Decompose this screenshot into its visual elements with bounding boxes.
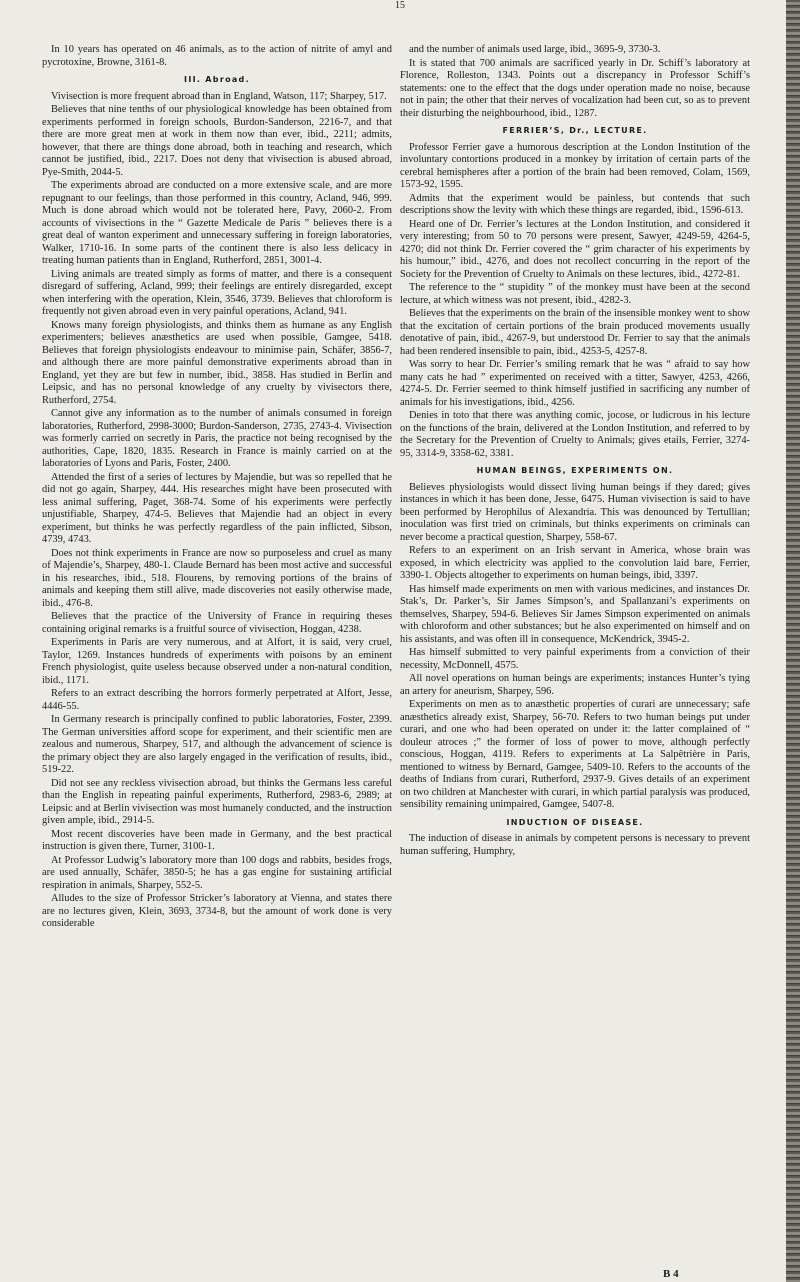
paragraph: Professor Ferrier gave a humorous description at the London Institution of the involuntary contortions produced in a monkey by irritation of certain parts of the cerebral hemispheres after a portion of the brain had been removed, Colam, 1569, 1573-92, 1595. [400,141,750,190]
paragraph: Has himself submitted to very painful experiments from a conviction of their necessity, McDonnell, 4575. [400,647,750,671]
paragraph: Admits that the experiment would be painless, but contends that such descriptions show the levity with which these things are regarded, ibid., 1596-613. [400,192,750,216]
paragraph: Experiments in Paris are very numerous, and at Alfort, it is said, very cruel, Taylor, 1269. Instances hundreds of experiments with poisons by an eminent French physiologist, quite useless because observed under a non-natural condition, ibid., 1171. [42,637,392,686]
paragraph: It is stated that 700 animals are sacrificed yearly in Dr. Schiff’s laboratory at Florence, Rolleston, 1343. Points out a discrepancy in Professor Schiff’s statements: one to the effect that the dogs under operation made no noise, because not in pain; the other that their nerves of vocalization had been cut, so as to prevent their disturbing the neighbourhood, ibid., 1287. [400,57,750,119]
paragraph: The reference to the “ stupidity ” of the monkey must have been at the second lecture, at which witness was not present, ibid., 4282-3. [400,282,750,306]
section-heading: HUMAN BEINGS, EXPERIMENTS ON. [476,466,674,475]
section-heading: FERRIER’S, Dr., LECTURE. [502,126,648,135]
paragraph: and the number of animals used large, ibid., 3695-9, 3730-3. [409,44,661,55]
page-edge-binding [786,0,800,1282]
section-heading: INDUCTION OF DISEASE. [506,817,644,827]
paragraph: The experiments abroad are conducted on a more extensive scale, and are more repugnant to our feelings, than those performed in this country, Acland, 946, 999. Much is done abroad which would not be tolerated here, Pavy, 2060-2. From accounts of vivisections in the “ Gazette Medicale de Paris ” believes there is a great deal of wanton experiment and unnecessary suffering in foreign laboratories, Walker, 1710-16. In some parts of the continent there is also less delicacy in treating human patients than in England, Rutherford, 2851, 3001-4. [42,180,392,266]
paragraph: Believes that the experiments on the brain of the insensible monkey went to show that the excitation of certain portions of the brain produced movements usually denotative of pain, ibid., 4267-9, but understood Dr. Ferrier to say that the animals had been rendered insensible to pain, ibid., 4253-5, 4257-8. [400,308,750,357]
paragraph: Denies in toto that there was anything comic, jocose, or ludicrous in his lecture on the functions of the brain, delivered at the London Institution, and referred to by the Secretary for the Prevention of Cruelty to Animals; gives etails, Ferrier, 3274-95, 3314-9, 3358-62, 3381. [400,410,750,459]
paragraph: Believes that nine tenths of our physiological knowledge has been obtained from experiments performed in foreign schools, Burdon-Sanderson, 2216-7, and that there are more great men at work in them now than ever, ibid., 2211; admits, however, that there are things done abroad, both in teaching and research, which cannot be justified, ibid., 2217. Does not deny that vivisection is abused abroad, Pye-Smith, 2044-5. [42,104,392,178]
paragraph: Believes physiologists would dissect living human beings if they dared; gives instances in which it has been done, Jesse, 6475. Human vivisection is said to have been performed by Herophilus of Alexandria. This was denounced by Tertullian; inoculation was first tried on criminals, but thinks experiments on criminals can never become a practical question, Sharpey, 558-67. [400,481,750,543]
paragraph: Vivisection is more frequent abroad than in England, Watson, 117; Sharpey, 517. [51,90,387,102]
paragraph: At Professor Ludwig’s laboratory more than 100 dogs and rabbits, besides frogs, are used annually, Schäfer, 3850-5; he has a gas engine for sustaining artificial respiration in animals, Sharpey, 552-5. [42,854,392,891]
paragraph: Heard one of Dr. Ferrier’s lectures at the London Institution, and considered it very interesting; from 50 to 70 persons were present, Sawyer, 4249-59, 4264-5, 4270; did not think Dr. Ferrier covered the “ grim character of his experiments by his humour,” ibid., 4276, and does not recollect concurring in the report of the Society for the Prevention of Cruelty to Animals on these lectures, ibid., 4272-81. [400,218,750,280]
left-column [42,44,392,932]
paragraph: Has himself made experiments on men with various medicines, and instances Dr. Stak’s, Dr. Parker’s, Sir James Simpson’s, and Spallanzani’s experiments on themselves, Sharpey, 594-6. Believes Sir James Simpson experimented on animals with chloroform and other substances; but he also experimented on himself and on his assistants, and was often ill in consequence, McKendrick, 3945-2. [400,583,750,645]
section-heading: III. Abroad. [184,75,250,84]
paragraph: Living animals are treated simply as forms of matter, and there is a consequent disregard of suffering, Acland, 999; their feelings are entirely disregarded, except when interfering with the operation, Klein, 3546, 3739. Believes that chloroform is frequently not given abroad even in very painful operations, Acland, 941. [42,268,392,317]
page-number: 15 [395,0,405,11]
signature-mark: B 4 [663,1268,679,1280]
paragraph: In Germany research is principally confined to public laboratories, Foster, 2399. The German universities afford scope for experiment, and their scientific men are zealous and numerous, Sharpey, 517, and although the advancement of science is the primary object they are also largely engaged in the verification of results, ibid., 519-22. [42,714,392,775]
paragraph: Did not see any reckless vivisection abroad, but thinks the Germans less careful than the English in repeating painful experiments, Rutherford, 2983-6, 2989; at Leipsic and at Berlin vivisection was most humanely conducted, and the instruction given ample, ibid., 2914-5. [42,777,392,826]
paragraph: Believes that the practice of the University of France in requiring theses containing original remarks is a fruitful source of vivisection, Hoggan, 4238. [42,611,392,635]
paragraph: Most recent discoveries have been made in Germany, and the best practical instruction is given there, Turner, 3100-1. [42,828,392,852]
paragraph: Experiments on men as to anæsthetic properties of curari are unnecessary; safe anæsthetics already exist, Sharpey, 56-70. Refers to two human beings put under curari, and one who had been operated on under it: the latter complained of “ douleur atroces ;” the former of loss of power to move, although perfectly conscious, Hoggan, 4119. Refers to experiments at La Salpêtrière in Paris, mentioned to witness by Bernard, Gamgee, 5409-10. Refers to the accounts of the deaths of Indians from curari, Rutherford, 2937-9. Gives details of an experiment on two children at Manchester with curari, in which partial paralysis was produced, sensibility remaining unimpaired, Gamgee, 5407-8. [400,699,750,810]
paragraph: Attended the first of a series of lectures by Majendie, but was so repelled that he did not go again, Sharpey, 444. His researches might have been prosecuted with less animal suffering, Paget, 368-74. Some of his experiments were perfectly unjustifiable, Sharpey, 474-5. Believes that Majendie had an object in every experiment, but thinks he was perfectly regardless of the pain inflicted, Sibson, 4739, 4743. [42,471,392,545]
paragraph: All novel operations on human beings are experiments; instances Hunter’s tying an artery for aneurism, Sharpey, 596. [400,673,750,697]
paragraph: Does not think experiments in France are now so purposeless and cruel as many of Majendie’s, Sharpey, 480-1. Claude Bernard has been most active and successful in his researches, ibid., 518. Flourens, by removing portions of the brains of animals and keeping them still alive, made discoveries not easily otherwise made, ibid., 476-8. [42,547,392,609]
paragraph: Refers to an extract describing the horrors formerly perpetrated at Alfort, Jesse, 4446-55. [42,688,392,712]
paragraph: Alludes to the size of Professor Stricker’s laboratory at Vienna, and states there are no lectures given, Klein, 3693, 3734-8, but the amount of work done is very considerable [42,893,392,929]
paragraph: Knows many foreign physiologists, and thinks them as humane as any English experimenters; believes anæsthetics are used when possible, Gamgee, 5418. Believes that foreign physiologists endeavour to minimise pain, Schäfer, 3856-7, and although there are more painful demonstrative experiments abroad than in England, yet they are but few in number, ibid., 3858. Has studied in Berlin and Leipsic, and has no personal knowledge of any cruelty by vivisectors there, Rutherford, 2754. [42,319,392,406]
paragraph: Refers to an experiment on an Irish servant in America, whose brain was exposed, in which electricity was applied to the convolution laid bare, Ferrier, 3390-1. Objects altogether to experiments on human beings, ibid, 3397. [400,545,750,581]
paragraph: The induction of disease in animals by competent persons is necessary to prevent human suffering, Humphry, [400,833,750,857]
paragraph: In 10 years has operated on 46 animals, as to the action of nitrite of amyl and pycrotoxine, Browne, 3161-8. [42,44,392,68]
paragraph: Was sorry to hear Dr. Ferrier’s smiling remark that he was “ afraid to say how many cats he had ” experimented on received with a titter, Sawyer, 4253, 4266, 4274-5. Dr. Ferrier seemed to think himself justified in sacrificing any number of animals for his investigations, ibid., 4256. [400,359,750,408]
right-column [400,44,750,859]
paragraph: Cannot give any information as to the number of animals consumed in foreign laboratories, Rutherford, 2998-3000; Burdon-Sanderson, 2735, 2743-4. Vivisection was formerly carried on secretly in Paris, the practice not being recognised by the authorities, Cape, 1820, 1835. Research in France is mainly carried on at the laboratories of Lyons and Paris, Foster, 2400. [42,408,392,469]
